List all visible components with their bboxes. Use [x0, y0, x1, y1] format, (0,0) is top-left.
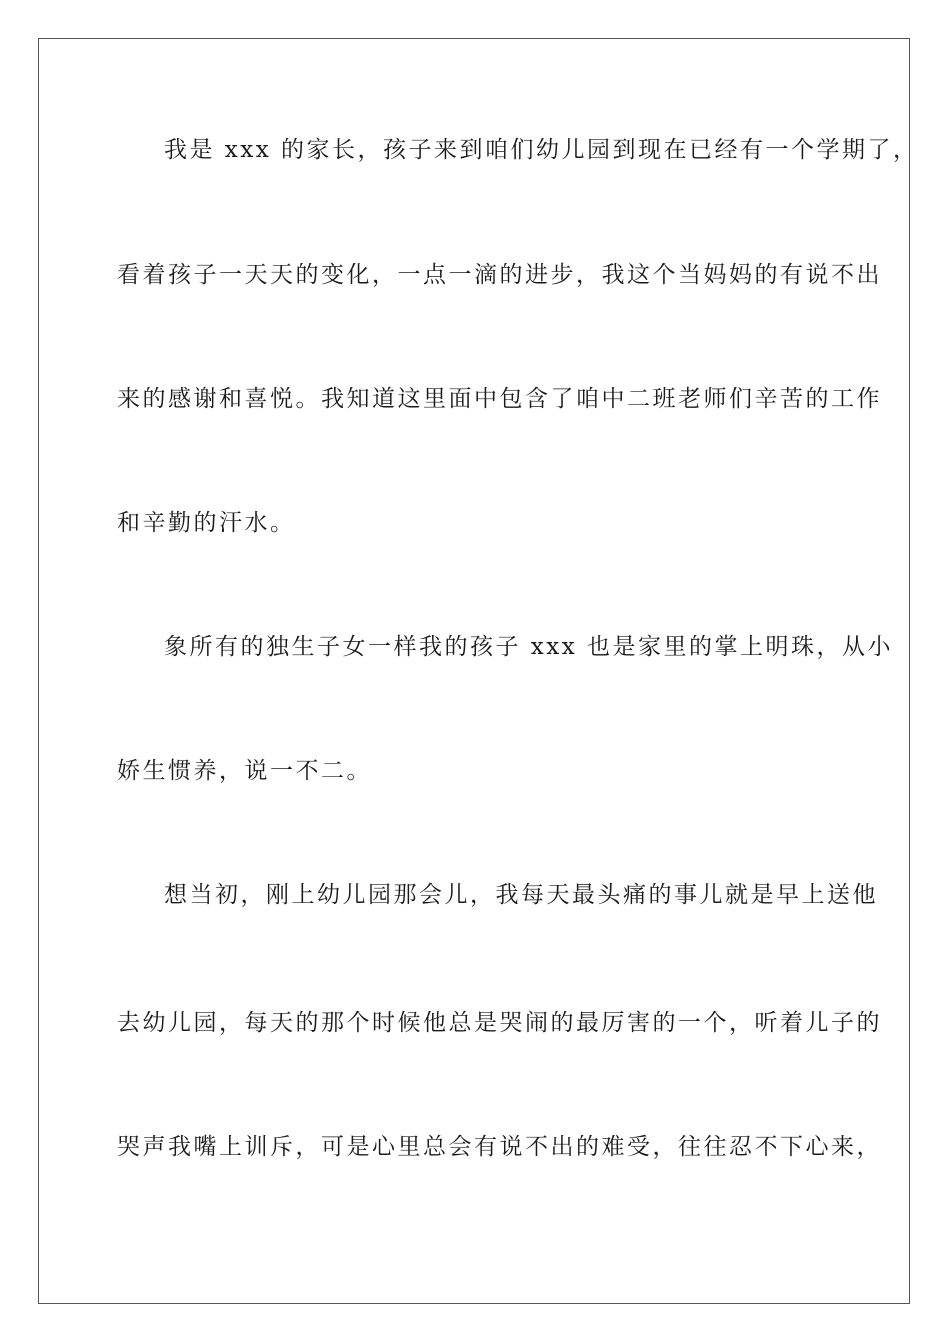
paragraph-1-line-1: 我是 xxx 的家长，孩子来到咱们幼儿园到现在已经有一个学期了， — [164, 137, 919, 163]
page-border — [38, 38, 910, 1304]
paragraph-3-line-3: 哭声我嘴上训斥，可是心里总会有说不出的难受，往往忍不下心来， — [117, 1134, 882, 1160]
paragraph-2-line-1: 象所有的独生子女一样我的孩子 xxx 也是家里的掌上明珠，从小 — [164, 634, 894, 660]
paragraph-1-line-2: 看着孩子一天天的变化，一点一滴的进步，我这个当妈妈的有说不出 — [117, 262, 882, 288]
paragraph-3-line-2: 去幼儿园，每天的那个时候他总是哭闹的最厉害的一个，听着儿子的 — [117, 1010, 882, 1036]
paragraph-1-line-4: 和辛勤的汗水。 — [117, 510, 296, 536]
paragraph-3-line-1: 想当初，刚上幼儿园那会儿，我每天最头痛的事儿就是早上送他 — [164, 882, 878, 908]
paragraph-1-line-3: 来的感谢和喜悦。我知道这里面中包含了咱中二班老师们辛苦的工作 — [117, 386, 882, 412]
paragraph-2-line-2: 娇生惯养，说一不二。 — [117, 758, 372, 784]
